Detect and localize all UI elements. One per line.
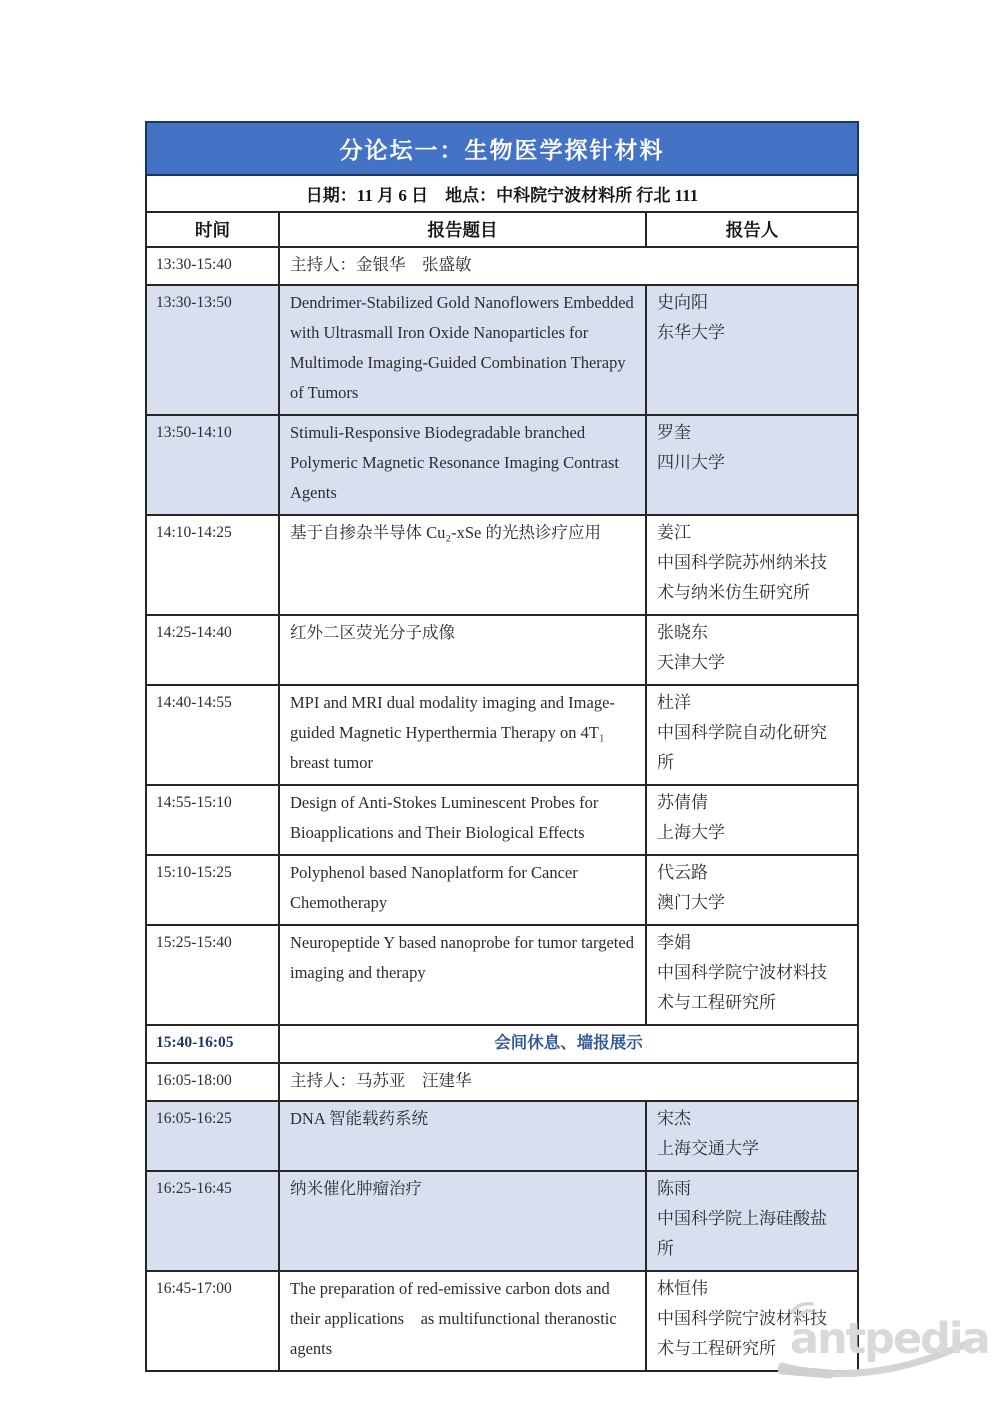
speaker-cell <box>646 925 858 1025</box>
speaker-name: 杜洋 <box>657 693 691 712</box>
speaker-affiliation: 中国科学院宁波材料技术与工程研究所 <box>657 1309 827 1358</box>
time-cell: 16:25-16:45 <box>146 1171 279 1271</box>
speaker-affiliation: 上海交通大学 <box>657 1139 759 1158</box>
speaker-affiliation: 东华大学 <box>657 323 725 342</box>
talk-row <box>146 685 858 785</box>
speaker-cell <box>646 615 858 685</box>
column-header-speaker: 报告人 <box>646 212 858 247</box>
speaker-name: 陈雨 <box>657 1179 691 1198</box>
talk-title-cell <box>279 1171 646 1271</box>
time-cell: 13:30-13:50 <box>146 285 279 415</box>
speaker-affiliation: 澳门大学 <box>657 893 725 912</box>
speaker-cell <box>646 785 858 855</box>
speaker-name: 李娟 <box>657 933 691 952</box>
speaker-cell <box>646 515 858 615</box>
talk-title: Dendrimer-Stabilized Gold Nanoflowers Embedded with Ultrasmall Iron Oxide Nanoparticles for Multimode Imaging-Guided Combination Therapy of Tumors <box>290 293 638 402</box>
speaker-cell <box>646 1171 858 1271</box>
break-cell: 会间休息、墙报展示 <box>279 1025 858 1063</box>
speaker-cell <box>646 855 858 925</box>
chair-cell: 主持人：金银华 张盛敏 <box>279 247 858 285</box>
talk-row <box>146 925 858 1025</box>
time-cell: 16:05-16:25 <box>146 1101 279 1171</box>
talk-row <box>146 1171 858 1271</box>
talk-title: 基于自掺杂半导体 Cu₂-xSe 的光热诊疗应用 <box>290 523 602 542</box>
speaker-affiliation: 天津大学 <box>657 653 725 672</box>
talk-title-cell <box>279 925 646 1025</box>
talk-row <box>146 285 858 415</box>
speaker-name: 张晓东 <box>657 623 708 642</box>
chair-cell: 主持人：马苏亚 汪建华 <box>279 1063 858 1101</box>
chair-row <box>146 247 858 285</box>
speaker-affiliation: 中国科学院自动化研究所 <box>657 723 827 772</box>
speaker-name: 罗奎 <box>657 423 691 442</box>
talk-title: Stimuli-Responsive Biodegradable branched Polymeric Magnetic Resonance Imaging Contrast Agents <box>290 423 623 502</box>
speaker-cell <box>646 285 858 415</box>
talk-title: MPI and MRI dual modality imaging and Image-guided Magnetic Hyperthermia Therapy on 4T₁ breast tumor <box>290 693 615 772</box>
time-cell: 14:40-14:55 <box>146 685 279 785</box>
talk-title: 纳米催化肿瘤治疗 <box>290 1179 422 1198</box>
time-cell: 13:50-14:10 <box>146 415 279 515</box>
talk-row <box>146 615 858 685</box>
speaker-name: 林恒伟 <box>657 1279 708 1298</box>
speaker-affiliation: 中国科学院上海硅酸盐所 <box>657 1209 827 1258</box>
break-row <box>146 1025 858 1063</box>
speaker-name: 姜江 <box>657 523 691 542</box>
speaker-cell <box>646 1101 858 1171</box>
talk-title: DNA 智能载药系统 <box>290 1109 428 1128</box>
speaker-name: 宋杰 <box>657 1109 691 1128</box>
talk-title: Design of Anti-Stokes Luminescent Probes for Bioapplications and Their Biological Effects <box>290 793 603 842</box>
forum-banner-row <box>146 122 858 175</box>
talk-title-cell <box>279 785 646 855</box>
speaker-cell <box>646 685 858 785</box>
talk-title-cell <box>279 615 646 685</box>
talk-title: 红外二区荧光分子成像 <box>290 623 455 642</box>
talk-row <box>146 785 858 855</box>
time-cell: 15:40-16:05 <box>146 1025 279 1063</box>
forum-title: 分论坛一：生物医学探针材料 <box>146 122 858 175</box>
speaker-name: 史向阳 <box>657 293 708 312</box>
time-cell: 14:55-15:10 <box>146 785 279 855</box>
date-location-row <box>146 175 858 212</box>
talk-row <box>146 855 858 925</box>
antpedia-watermark <box>778 1296 989 1388</box>
time-cell: 16:45-17:00 <box>146 1271 279 1371</box>
talk-title-cell <box>279 515 646 615</box>
column-header-row <box>146 212 858 247</box>
talk-title-cell <box>279 685 646 785</box>
speaker-name: 代云路 <box>657 863 708 882</box>
time-cell: 15:25-15:40 <box>146 925 279 1025</box>
speaker-affiliation: 四川大学 <box>657 453 725 472</box>
watermark-text: antpedia <box>790 1314 989 1364</box>
speaker-affiliation: 中国科学院宁波材料技术与工程研究所 <box>657 963 827 1012</box>
column-header-title: 报告题目 <box>279 212 646 247</box>
talk-title-cell <box>279 415 646 515</box>
talk-title: The preparation of red-emissive carbon dots and their applications as multifunctional theranostic agents <box>290 1279 621 1358</box>
date-location-text: 日期：11 月 6 日 地点：中科院宁波材料所 行北 111 <box>146 175 858 212</box>
talk-row <box>146 1271 858 1371</box>
talk-title: Polyphenol based Nanoplatform for Cancer Chemotherapy <box>290 863 582 912</box>
talk-row <box>146 515 858 615</box>
talk-title-cell <box>279 1271 646 1371</box>
speaker-name: 苏倩倩 <box>657 793 708 812</box>
speaker-affiliation: 中国科学院苏州纳米技术与纳米仿生研究所 <box>657 553 827 602</box>
time-cell: 14:25-14:40 <box>146 615 279 685</box>
talk-title-cell <box>279 855 646 925</box>
time-cell: 13:30-15:40 <box>146 247 279 285</box>
schedule-table <box>145 121 859 1372</box>
talk-title: Neuropeptide Y based nanoprobe for tumor targeted imaging and therapy <box>290 933 639 982</box>
talk-title-cell <box>279 285 646 415</box>
time-cell: 15:10-15:25 <box>146 855 279 925</box>
chair-row <box>146 1063 858 1101</box>
speaker-cell <box>646 415 858 515</box>
time-cell: 14:10-14:25 <box>146 515 279 615</box>
talk-title-cell <box>279 1101 646 1171</box>
column-header-time: 时间 <box>146 212 279 247</box>
talk-row <box>146 1101 858 1171</box>
talk-row <box>146 415 858 515</box>
speaker-affiliation: 上海大学 <box>657 823 725 842</box>
time-cell: 16:05-18:00 <box>146 1063 279 1101</box>
